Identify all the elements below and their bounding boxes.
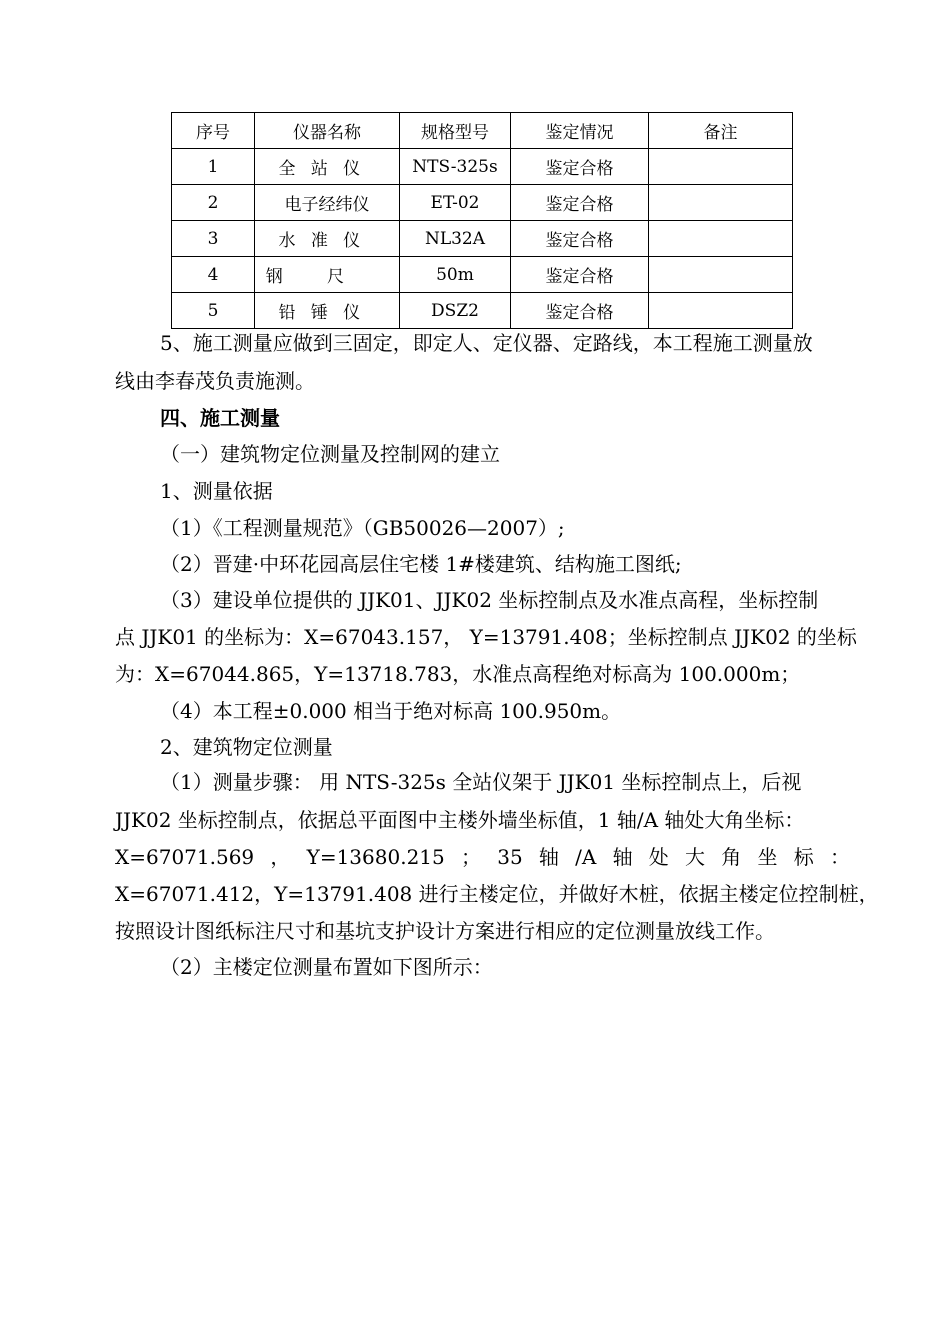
text-fragment: 标 <box>793 845 814 869</box>
table-row <box>172 257 793 293</box>
text-fragment: 坐 <box>757 845 778 869</box>
cell-model: NL32A <box>400 221 511 257</box>
header-instrument-name: 仪器名称 <box>255 113 400 149</box>
text-fragment: 35 <box>497 845 523 869</box>
text-fragment: Y=13680.215 <box>306 845 445 869</box>
section-heading: 四、施工测量 <box>160 406 280 430</box>
table-row <box>172 185 793 221</box>
cell-remarks <box>649 257 793 293</box>
text-fragment: 轴 <box>612 845 633 869</box>
cell-index: 2 <box>172 185 255 221</box>
cell-instrument-name: 电子经纬仪 <box>255 185 400 221</box>
basis-item-2: （2）晋建·中环花园高层住宅楼 1#楼建筑、结构施工图纸; <box>160 552 682 576</box>
cell-instrument-name: 水准仪 <box>255 221 400 257</box>
paragraph-5-line-2: 线由李春茂负责施测。 <box>115 369 315 393</box>
header-inspection: 鉴定情况 <box>511 113 649 149</box>
cell-index: 1 <box>172 149 255 185</box>
cell-instrument-name: 全站仪 <box>255 149 400 185</box>
cell-inspection: 鉴定合格 <box>511 185 649 221</box>
cell-inspection: 鉴定合格 <box>511 149 649 185</box>
step-1-line-2: JJK02 坐标控制点，依据总平面图中主楼外墙坐标值，1 轴/A 轴处大角坐标： <box>115 808 805 832</box>
cell-remarks <box>649 185 793 221</box>
cell-remarks <box>649 293 793 329</box>
instrument-table <box>171 112 793 329</box>
text-fragment: 轴 <box>538 845 559 869</box>
basis-item-3-line-2: 点 JJK01 的坐标为：X=67043.157， Y=13791.408；坐标控制点 JJK02 的坐标 <box>115 625 857 649</box>
header-model: 规格型号 <box>400 113 511 149</box>
text-fragment: X=67071.569 <box>115 845 255 869</box>
text-fragment: 角 <box>721 845 742 869</box>
text-fragment: ， <box>270 845 291 869</box>
cell-inspection: 鉴定合格 <box>511 221 649 257</box>
basis-item-3-line-3: 为：X=67044.865，Y=13718.783，水准点高程绝对标高为 100.000m； <box>115 662 801 686</box>
text-fragment: 处 <box>648 845 669 869</box>
step-1-line-3 <box>115 843 850 871</box>
table-row <box>172 149 793 185</box>
cell-index: 4 <box>172 257 255 293</box>
basis-item-1: （1）《工程测量规范》（GB50026—2007）; <box>160 516 565 540</box>
cell-model: NTS-325s <box>400 149 511 185</box>
item-heading-2: 2、建筑物定位测量 <box>160 735 333 759</box>
cell-index: 5 <box>172 293 255 329</box>
cell-model: ET-02 <box>400 185 511 221</box>
cell-instrument-name: 铅锤仪 <box>255 293 400 329</box>
cell-model: DSZ2 <box>400 293 511 329</box>
cell-inspection: 鉴定合格 <box>511 257 649 293</box>
cell-inspection: 鉴定合格 <box>511 293 649 329</box>
basis-item-3-line-1: （3）建设单位提供的 JJK01、JJK02 坐标控制点及水准点高程，坐标控制 <box>160 588 819 612</box>
step-1-line-4: X=67071.412，Y=13791.408 进行主楼定位，并做好木桩，依据主楼定位控制桩， <box>115 882 879 906</box>
text-fragment: ； <box>460 845 481 869</box>
table-row <box>172 221 793 257</box>
item-heading-1: 1、测量依据 <box>160 479 273 503</box>
step-1-line-5: 按照设计图纸标注尺寸和基坑支护设计方案进行相应的定位测量放线工作。 <box>115 919 775 943</box>
cell-remarks <box>649 149 793 185</box>
table-row <box>172 293 793 329</box>
text-fragment: /A <box>575 845 597 869</box>
paragraph-5-line-1: 5、施工测量应做到三固定，即定人、定仪器、定路线，本工程施工测量放 <box>160 331 813 355</box>
text-fragment: 大 <box>685 845 706 869</box>
cell-model: 50m <box>400 257 511 293</box>
header-index: 序号 <box>172 113 255 149</box>
header-remarks: 备注 <box>649 113 793 149</box>
step-2: （2）主楼定位测量布置如下图所示： <box>160 955 493 979</box>
table-header-row <box>172 113 793 149</box>
cell-instrument-name: 钢尺 <box>255 257 400 293</box>
basis-item-4: （4）本工程±0.000 相当于绝对标高 100.950m。 <box>160 699 622 723</box>
subsection-heading: （一）建筑物定位测量及控制网的建立 <box>160 442 500 466</box>
step-1-line-1: （1）测量步骤： 用 NTS-325s 全站仪架于 JJK01 坐标控制点上，后视 <box>160 770 802 794</box>
cell-index: 3 <box>172 221 255 257</box>
text-fragment: ： <box>829 845 850 869</box>
cell-remarks <box>649 221 793 257</box>
